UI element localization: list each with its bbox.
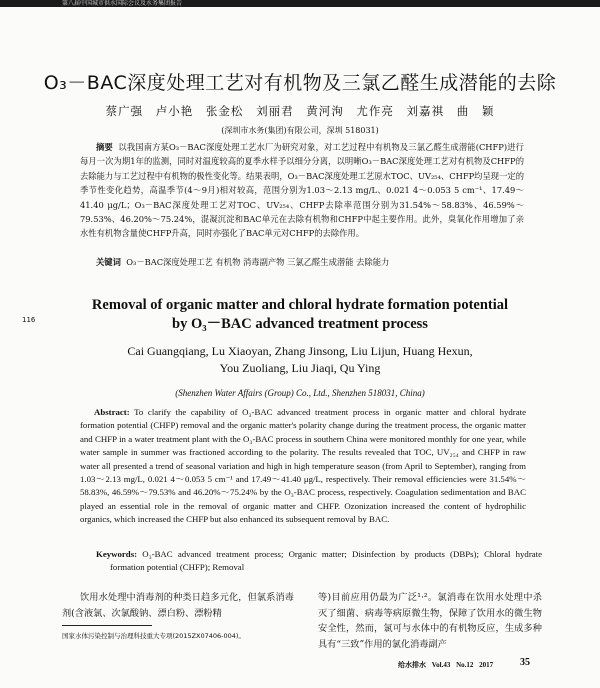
english-authors-line1: Cai Guangqiang, Lu Xiaoyan, Zhang Jinsong, Liu Lijun, Huang Hexun, xyxy=(127,344,473,358)
chinese-keywords-text: O₃－BAC深度处理工艺 有机物 消毒副产物 三氯乙醛生成潜能 去除能力 xyxy=(126,257,390,267)
chinese-abstract-text: 以我国南方某O₃－BAC深度处理工艺水厂为研究对象，对工艺过程中有机物及三氯乙醛生成潜能(CHFP)进行每月一次为期1年的监测，同时对温度较高的夏季水样予以细分分离，以明晰O₃－BAC深度处理工艺对有机物及CHFP的去除能力与工艺过程中有机物的极性变化等。结果表明，O₃－BAC深度处理工艺原水TOC、UV₂₅₄、CHFP均呈现一定的季节性变化趋势，高温季节(4～9月)相对较高，范围分别为1.03～2.13 mg/L、0.021 4～0.053 5 cm⁻¹、17.49～41.40 μg/L；O₃－BAC深度处理工艺对TOC、UV₂₅₄、CHFP去除率范围分别为31.54%～58.83%、46.59%～79.53%、46.20%～75.24%，混凝沉淀和BAC单元在去除有机物和CHFP中起主要作用。此外，臭氧化作用增加了亲水性有机物含量使CHFP升高，同时亦强化了BAC单元对CHFP的去除作用。 xyxy=(80,142,524,239)
chinese-abstract xyxy=(80,140,524,241)
page-number: 35 xyxy=(520,657,530,668)
english-authors-line2: You Zuoliang, Liu Jiaqi, Qu Ying xyxy=(219,361,381,375)
english-affiliation: (Shenzhen Water Affairs (Group) Co., Ltd., Shenzhen 518031, China) xyxy=(175,388,425,398)
body-left-column: 饮用水处理中消毒剂的种类日趋多元化，但氯系消毒剂(含液氯、次氯酸钠、漂白粉、漂粉精 xyxy=(62,592,294,619)
english-authors xyxy=(40,343,560,377)
side-page-number: 116 xyxy=(22,316,36,324)
chinese-keywords-label: 关键词 xyxy=(96,257,121,267)
english-abstract-label: Abstract: xyxy=(94,407,130,417)
chinese-affiliation: (深圳市水务(集团)有限公司，深圳 518031) xyxy=(221,126,379,135)
footnote-divider xyxy=(62,625,152,626)
chinese-keywords xyxy=(96,256,526,268)
chinese-abstract-label: 摘要 xyxy=(96,142,113,152)
english-abstract xyxy=(80,406,526,527)
english-title xyxy=(40,296,560,334)
english-title-line2: by O₃－BAC advanced treatment process xyxy=(172,316,428,332)
funding-footnote: 国家水体污染控制与治理科技重大专项(2015ZX07406-004)。 xyxy=(62,632,245,640)
top-banner-text: 第八届中国城市供水国际会议及水务集团报告 xyxy=(62,0,183,7)
chinese-title: O₃－BAC深度处理工艺对有机物及三氯乙醛生成潜能的去除 xyxy=(43,72,557,94)
chinese-authors: 蔡广强 卢小艳 张金松 刘丽君 黄河洵 尤作亮 刘嘉祺 曲 颖 xyxy=(105,104,495,118)
body-right-column: 等)目前应用仍最为广泛¹·²。氯消毒在饮用水处理中杀灭了细菌、病毒等病原微生物，保障了饮用水的微生物安全性，然而，氯可与水体中的有机物反应，生成多种具有“三致”作用的氯化消毒副产 xyxy=(318,592,542,650)
english-keywords-text: O₃-BAC advanced treatment process; Organic matter; Disinfection by products (DBPs); Chloral hydrate formation potential (CHFP); Removal xyxy=(110,549,542,573)
english-abstract-text: To clarify the capability of O₃-BAC advanced treatment process in organic matter and chloral hydrate formation potential (CHFP) removal and the organic matter's polarity change during the treatment process, the organic matter and CHFP in a water treatment plant with the O₃-BAC process in southern China were monitored monthly for one year, while water sample in summer was fractioned according to the polarity. The results revealed that TOC, UV₂₅₄ and CHFP in raw water all presented a trend of seasonal variation and high in high temperature season (from April to September), ranging from 1.03～2.13 mg/L, 0.021 4～0.053 5 cm⁻¹ and 17.49～41.40 μg/L, respectively. Their removal efficiencies were 31.54%～58.83%, 46.59%～79.53% and 46.20%～75.24% by the O₃-BAC process, respectively. Coagulation sedimentation and BAC played an essential role in the removal of organic matter and CHFP. Ozonization increased the content of hydrophilic organics, which increased the CHFP but also enhanced its subsequent removal by BAC. xyxy=(80,407,526,525)
top-banner xyxy=(0,0,600,7)
journal-citation: 给水排水 Vol.43 No.12 2017 xyxy=(398,661,494,669)
english-title-line1: Removal of organic matter and chloral hydrate formation potential xyxy=(91,297,509,313)
english-keywords-label: Keywords: xyxy=(96,549,138,559)
english-keywords xyxy=(96,548,542,575)
